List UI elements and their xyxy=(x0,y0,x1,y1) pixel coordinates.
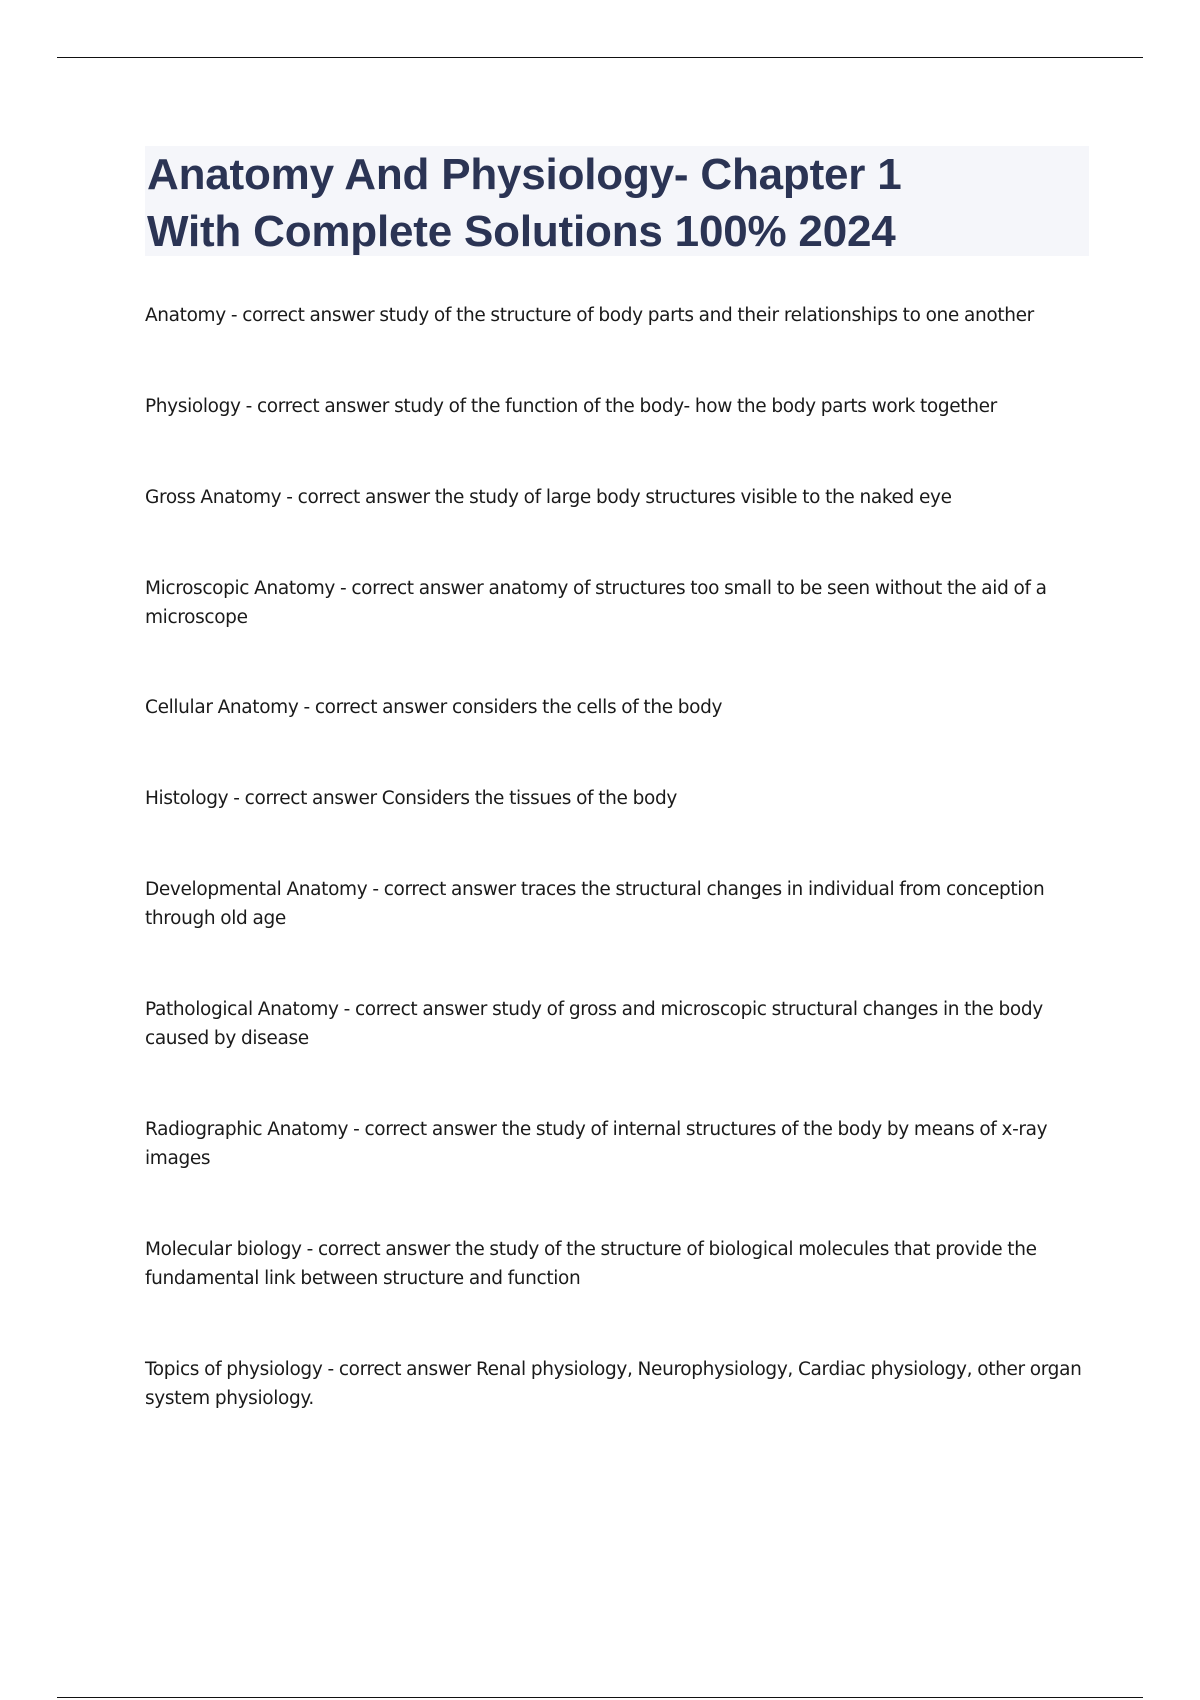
qa-term: Gross Anatomy xyxy=(145,487,282,508)
qa-term: Pathological Anatomy xyxy=(145,999,339,1020)
qa-answer: study of the function of the body- how the body parts work together xyxy=(394,396,997,417)
title-line-1: Anatomy And Physiology- Chapter 1 xyxy=(147,150,902,199)
qa-item-physiology xyxy=(145,392,1095,421)
qa-item-radiographic-anatomy xyxy=(145,1115,1095,1173)
qa-answer: Renal physiology, Neurophysiology, Cardiac physiology, other organ system physiology. xyxy=(145,1359,1082,1409)
qa-separator: - correct answer xyxy=(348,1119,502,1140)
qa-item-pathological-anatomy xyxy=(145,995,1095,1053)
qa-term: Physiology xyxy=(145,396,241,417)
qa-answer: traces the structural changes in individual from conception through old age xyxy=(145,879,1045,929)
qa-separator: - correct answer xyxy=(338,999,493,1020)
qa-term: Developmental Anatomy xyxy=(145,879,368,900)
qa-term: Radiographic Anatomy xyxy=(145,1119,349,1140)
qa-term: Anatomy xyxy=(145,305,226,326)
qa-separator: - correct answer xyxy=(367,879,521,900)
qa-item-cellular-anatomy xyxy=(145,693,1095,722)
qa-term: Topics of physiology xyxy=(145,1359,323,1380)
qa-term: Histology xyxy=(145,788,229,809)
qa-separator: - correct answer xyxy=(240,396,395,417)
qa-answer: the study of the structure of biological molecules that provide the fundamental link between structure and function xyxy=(145,1239,1037,1289)
qa-separator: - correct answer xyxy=(228,788,382,809)
qa-separator: - correct answer xyxy=(301,1239,456,1260)
qa-item-anatomy xyxy=(145,301,1095,330)
qa-item-gross-anatomy xyxy=(145,483,1095,512)
qa-answer: considers the cells of the body xyxy=(451,697,723,718)
qa-answer: study of the structure of body parts and their relationships to one another xyxy=(379,305,1034,326)
qa-separator: - correct answer xyxy=(334,578,489,599)
qa-item-microscopic-anatomy xyxy=(145,574,1095,632)
qa-item-histology xyxy=(145,784,1095,813)
title-line-2: With Complete Solutions 100% 2024 xyxy=(147,207,896,256)
qa-answer: the study of internal structures of the body by means of x-ray images xyxy=(145,1119,1048,1169)
qa-term: Cellular Anatomy xyxy=(145,697,299,718)
qa-separator: - correct answer xyxy=(281,487,435,508)
qa-answer: anatomy of structures too small to be seen without the aid of a microscope xyxy=(145,578,1047,628)
title-block xyxy=(145,146,1089,256)
qa-separator: - correct answer xyxy=(225,305,380,326)
top-divider xyxy=(57,57,1143,58)
qa-term: Molecular biology xyxy=(145,1239,302,1260)
qa-term: Microscopic Anatomy xyxy=(145,578,335,599)
bottom-divider xyxy=(57,1697,1143,1698)
page-title xyxy=(147,146,1089,260)
qa-separator: - correct answer xyxy=(298,697,452,718)
qa-separator: - correct answer xyxy=(322,1359,476,1380)
qa-answer: Considers the tissues of the body xyxy=(381,788,677,809)
qa-answer: study of gross and microscopic structural changes in the body caused by disease xyxy=(145,999,1043,1049)
qa-item-developmental-anatomy xyxy=(145,875,1095,933)
qa-item-molecular-biology xyxy=(145,1235,1095,1293)
qa-item-topics-of-physiology xyxy=(145,1355,1095,1413)
qa-answer: the study of large body structures visible to the naked eye xyxy=(434,487,952,508)
